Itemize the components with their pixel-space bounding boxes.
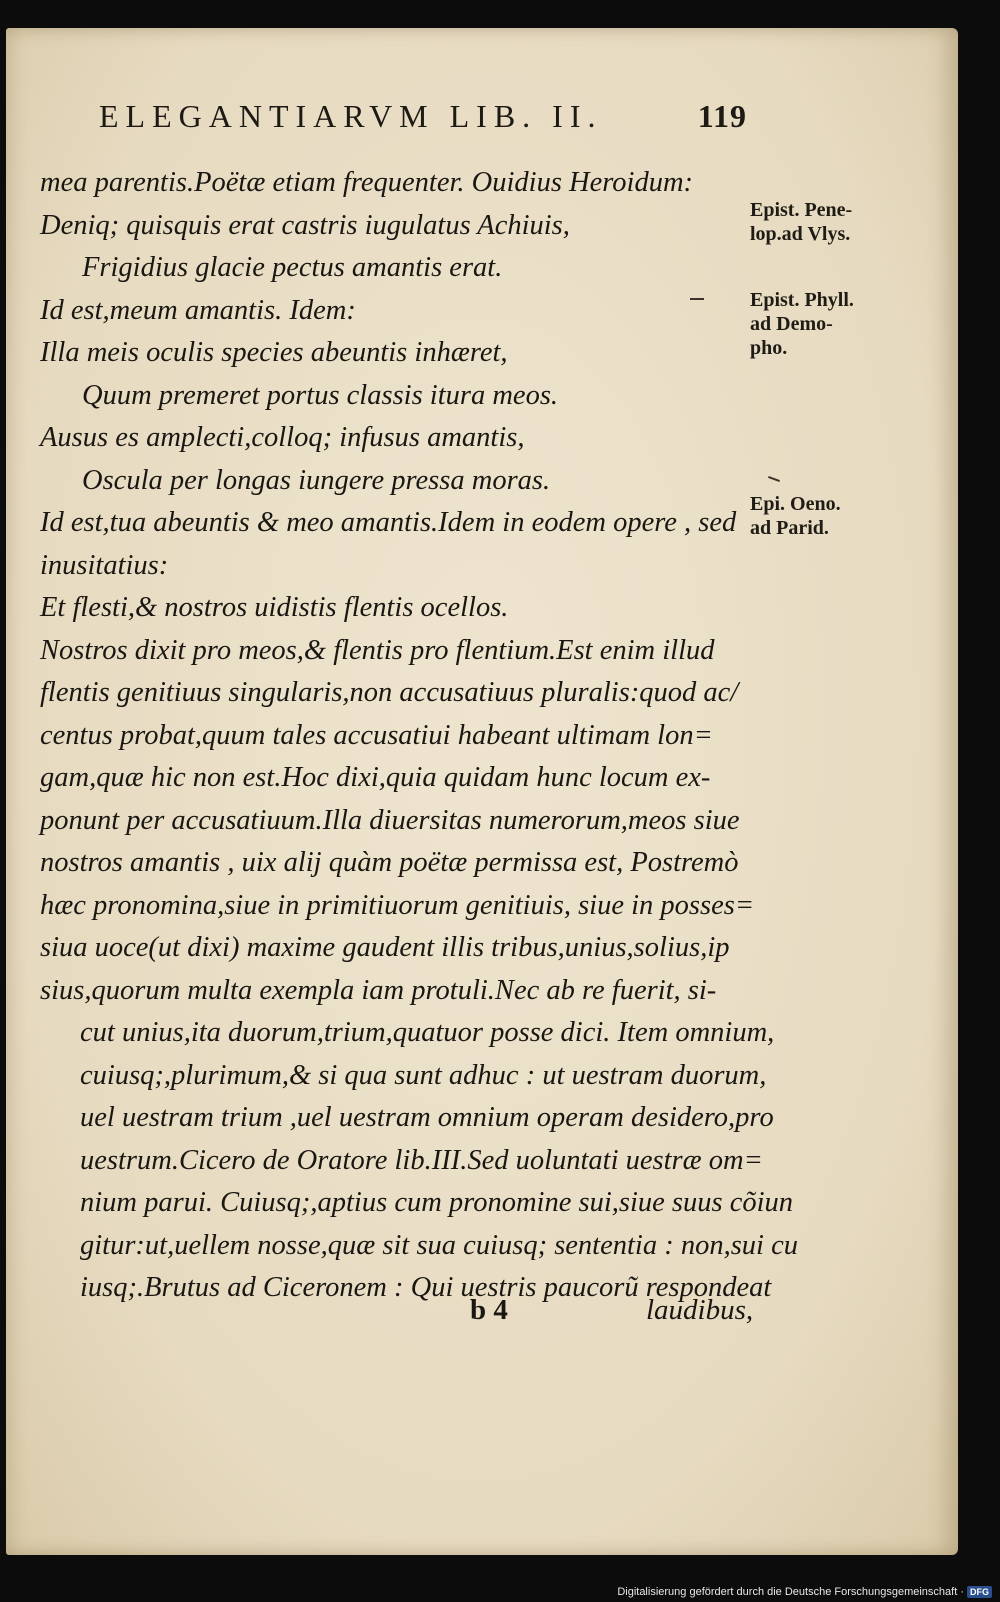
text-line: Nostros dixit pro meos,& flentis pro flentium.Est enim illud — [40, 634, 715, 666]
marginal-line: ad Parid. — [750, 517, 829, 539]
text-line: inusitatius: — [40, 549, 169, 581]
text-line: Oscula per longas iungere pressa moras. — [82, 464, 551, 496]
catchword: laudibus, — [646, 1294, 754, 1326]
text-line: cuiusq;,plurimum,& si qua sunt adhuc : ut uestram duorum, — [80, 1059, 767, 1091]
marginal-note-3 — [750, 492, 900, 540]
text-line: uestrum.Cicero de Oratore lib.III.Sed uoluntati uestræ om= — [80, 1144, 763, 1176]
text-line: sius,quorum multa exempla iam protuli.Nec ab re fuerit, si- — [40, 974, 717, 1006]
marginal-line: ad Demo- — [750, 313, 833, 335]
text-line: centus probat,quum tales accusatiui habeant ultimam lon= — [40, 719, 713, 751]
marginal-line: Epist. Phyll. — [750, 289, 854, 311]
digitization-credit — [617, 1586, 992, 1598]
text-line: gitur:ut,uellem nosse,quæ sit sua cuiusq; sententia : non,sui cu — [80, 1229, 798, 1261]
page-number: 119 — [697, 98, 747, 134]
text-line: Deniq; quisquis erat castris iugulatus Achiuis, — [40, 209, 570, 241]
text-line: Id est,tua abeuntis & meo amantis.Idem in eodem opere , sed — [40, 507, 737, 538]
text-line: nium parui. Cuiusq;,aptius cum pronomine sui,siue suus cõiun — [80, 1187, 794, 1218]
text-line: mea parentis.Poëtæ etiam frequenter. Ouidius Heroidum: — [40, 167, 694, 198]
text-line: flentis genitiuus singularis,non accusatiuus pluralis:quod ac/ — [40, 677, 739, 708]
marginal-note-1 — [750, 198, 900, 246]
dfg-logo: DFG — [967, 1586, 992, 1598]
text-line: Quum premeret portus classis itura meos. — [82, 379, 559, 411]
running-title: ELEGANTIARVM LIB. II. — [99, 98, 603, 134]
text-line: uel uestram trium ,uel uestram omnium operam desidero,pro — [80, 1102, 774, 1133]
text-line: iusq;.Brutus ad Ciceronem : Qui uestris paucorũ respondeat — [80, 1272, 772, 1303]
text-line: gam,quæ hic non est.Hoc dixi,quia quidam hunc locum ex- — [40, 762, 711, 793]
marginal-line: Epist. Pene- — [750, 199, 853, 221]
text-line: hæc pronomina,siue in primitiuorum genitiuis, siue in posses= — [40, 889, 755, 921]
marginal-line: lop.ad Vlys. — [750, 223, 851, 245]
text-line: siua uoce(ut dixi) maxime gaudent illis tribus,unius,solius,ip — [40, 932, 730, 963]
text-line: Ausus es amplecti,colloq; infusus amantis, — [40, 422, 525, 453]
credit-text: Digitalisierung gefördert durch die Deutsche Forschungsgemeinschaft · — [617, 1586, 964, 1598]
text-line: ponunt per accusatiuum.Illa diuersitas numerorum,meos siue — [40, 804, 740, 836]
text-line: Id est,meum amantis. Idem: — [40, 294, 356, 326]
marginal-line: pho. — [750, 337, 788, 359]
text-line: cut unius,ita duorum,trium,quatuor posse dici. Item omnium, — [80, 1017, 775, 1048]
text-line: Frigidius glacie pectus amantis erat. — [82, 252, 503, 283]
text-line: nostros amantis , uix alij quàm poëtæ permissa est, Postremò — [40, 847, 739, 878]
text-line: Et flesti,& nostros uidistis flentis ocellos. — [40, 592, 509, 623]
text-line: Illa meis oculis species abeuntis inhæret, — [40, 337, 508, 368]
running-header — [99, 98, 747, 135]
signature-mark: b 4 — [470, 1294, 508, 1326]
marginal-line: Epi. Oeno. — [750, 493, 841, 515]
marginal-note-2 — [750, 288, 900, 360]
margin-tick — [690, 298, 704, 300]
